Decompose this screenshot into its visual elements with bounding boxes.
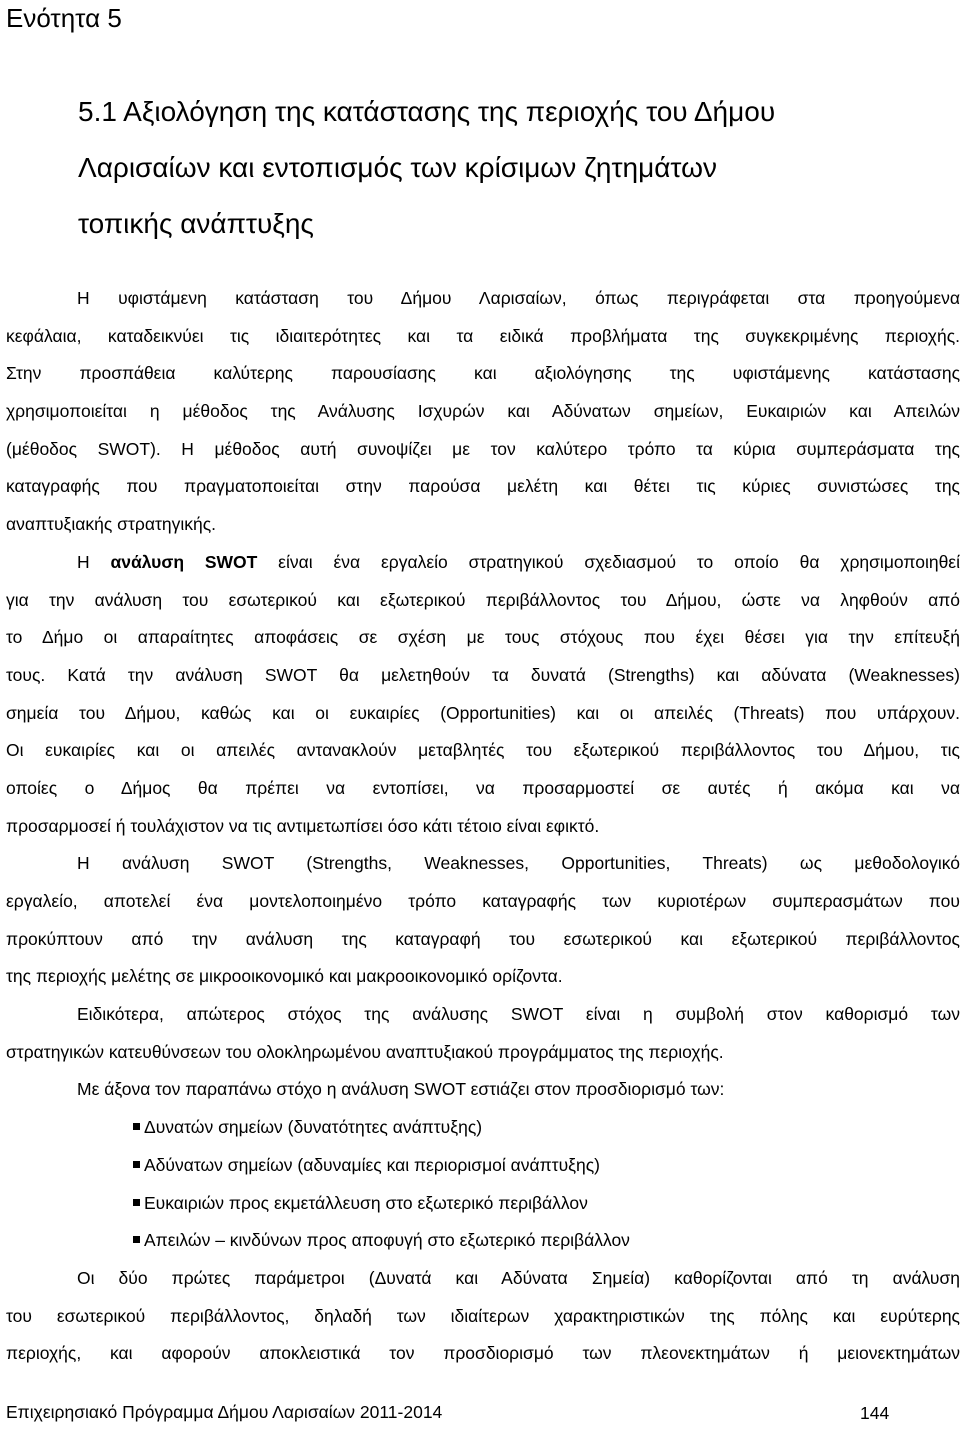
- text-line: Με άξονα τον παραπάνω στόχο η ανάλυση SWOT εστιάζει στον προσδιορισμό των:: [77, 1079, 725, 1100]
- bullet-item: [6, 1222, 960, 1260]
- square-bullet-icon: [133, 1161, 140, 1168]
- page-footer: Επιχειρησιακό Πρόγραμμα Δήμου Λαρισαίων 2011-2014: [6, 1402, 443, 1422]
- text-line: της περιοχής μελέτης σε μικροοικονομικό και μακροοικονομικό ορίζοντα.: [6, 966, 563, 987]
- text-line: αναπτυξιακής στρατηγικής.: [6, 514, 217, 535]
- section-title-line: Λαρισαίων και εντοπισμός των κρίσιμων ζητημάτων: [78, 152, 717, 183]
- text-line: χρησιμοποιείται η μέθοδος της Ανάλυσης Ισχυρών και Αδύνατων σημείων, Ευκαιριών και Απειλών: [6, 401, 960, 422]
- text-line: του εσωτερικού περιβάλλοντος, δηλαδή των ιδιαίτερων χαρακτηριστικών της πόλης και ευρύτερης: [6, 1305, 960, 1326]
- section-title-line: τοπικής ανάπτυξης: [78, 208, 314, 239]
- bullet-item: [6, 1185, 960, 1223]
- section-title-line: 5.1 Αξιολόγηση της κατάστασης της περιοχής του Δήμου: [78, 96, 776, 127]
- text-line: οποίες ο Δήμος θα πρέπει να εντοπίσει, να προσαρμοστεί σε αυτές ή ακόμα και να: [6, 777, 960, 798]
- bullet-text: Αδύνατων σημείων (αδυναμίες και περιορισμοί ανάπτυξης): [144, 1154, 600, 1175]
- page-number: 144: [860, 1403, 890, 1423]
- text-line: Ειδικότερα, απώτερος στόχος της ανάλυσης SWOT είναι η συμβολή στον καθορισμό των: [77, 1004, 960, 1025]
- bullet-text: Απειλών – κινδύνων προς αποφυγή στο εξωτερικό περιβάλλον: [144, 1230, 630, 1251]
- bullet-item: [6, 1109, 960, 1147]
- text-line: προσαρμοσεί ή τουλάχιστον να τις αντιμετωπίσει όσο κάτι τέτοιο είναι εφικτό.: [6, 815, 600, 836]
- text-line: Η ανάλυση SWOT (Strengths, Weaknesses, Opportunities, Threats) ως μεθοδολογικό: [77, 853, 960, 874]
- text-line: προκύπτουν από την ανάλυση της καταγραφή του εσωτερικού και εξωτερικού περιβάλλοντος: [6, 928, 960, 949]
- section-title: [78, 84, 948, 252]
- text-line: εργαλείο, αποτελεί ένα μοντελοποιημένο τρόπο καταγραφής των κυριοτέρων συμπερασμάτων που: [6, 891, 960, 911]
- text-line: στρατηγικών κατευθύνσεων του ολοκληρωμένου αναπτυξιακού προγράμματος της περιοχής.: [6, 1041, 724, 1062]
- square-bullet-icon: [133, 1123, 140, 1130]
- text-line: καταγραφής που πραγματοποιείται στην παρούσα μελέτη και θέτει τις κύριες συνιστώσες της: [6, 476, 960, 497]
- text-line: Στην προσπάθεια καλύτερης παρουσίασης και αξιολόγησης της υφιστάμενης κατάστασης: [6, 363, 960, 384]
- text-line: κεφάλαια, καταδεικνύει τις ιδιαιτερότητες και τα ειδικά προβλήματα της συγκεκριμένης περιοχής.: [6, 325, 960, 346]
- text-line: περιοχής, και αφορούν αποκλειστικά τον προσδιορισμό των πλεονεκτημάτων ή μειονεκτημάτων: [6, 1343, 960, 1364]
- text-line: για την ανάλυση του εσωτερικού και εξωτερικού περιβάλλοντος του Δήμου, ώστε να ληφθούν από: [6, 589, 960, 610]
- chapter-heading: Ενότητα 5: [6, 3, 122, 33]
- bullet-text: Ευκαιριών προς εκμετάλλευση στο εξωτερικό περιβάλλον: [144, 1192, 588, 1213]
- text-line: το Δήμο οι απαραίτητες αποφάσεις σε σχέση με τους στόχους που έχει θέσει για την επίτευξή: [6, 627, 960, 648]
- text-line: σημεία του Δήμου, καθώς και οι ευκαιρίες (Opportunities) και οι απειλές (Threats) που υπάρχουν.: [6, 702, 960, 723]
- swot-definition-line: [6, 544, 960, 582]
- text-line: Οι ευκαιρίες και οι απειλές αντανακλούν μεταβλητές του εξωτερικού περιβάλλοντος του Δήμου, τις: [6, 740, 960, 761]
- bullet-item: [6, 1147, 960, 1185]
- swot-bold-term: ανάλυση SWOT: [110, 551, 258, 572]
- square-bullet-icon: [133, 1236, 140, 1243]
- swot-prefix: Η: [77, 551, 111, 572]
- text-line: (μέθοδος SWOT). Η μέθοδος αυτή συνοψίζει με τον καλύτερο τρόπο τα κύρια συμπεράσματα της: [6, 438, 960, 459]
- text-line: Η υφιστάμενη κατάσταση του Δήμου Λαρισαίων, όπως περιγράφεται στα προηγούμενα: [77, 288, 960, 308]
- square-bullet-icon: [133, 1199, 140, 1206]
- bullet-text: Δυνατών σημείων (δυνατότητες ανάπτυξης): [144, 1117, 483, 1138]
- swot-suffix: είναι ένα εργαλείο στρατηγικού σχεδιασμού το οποίο θα χρησιμοποιηθεί: [257, 551, 960, 572]
- body-text: [6, 280, 960, 1373]
- text-line: Οι δύο πρώτες παράμετροι (Δυνατά και Αδύνατα Σημεία) καθορίζονται από τη ανάλυση: [77, 1267, 960, 1288]
- text-line: τους. Κατά την ανάλυση SWOT θα μελετηθούν τα δυνατά (Strengths) και αδύνατα (Weaknesses): [6, 664, 960, 685]
